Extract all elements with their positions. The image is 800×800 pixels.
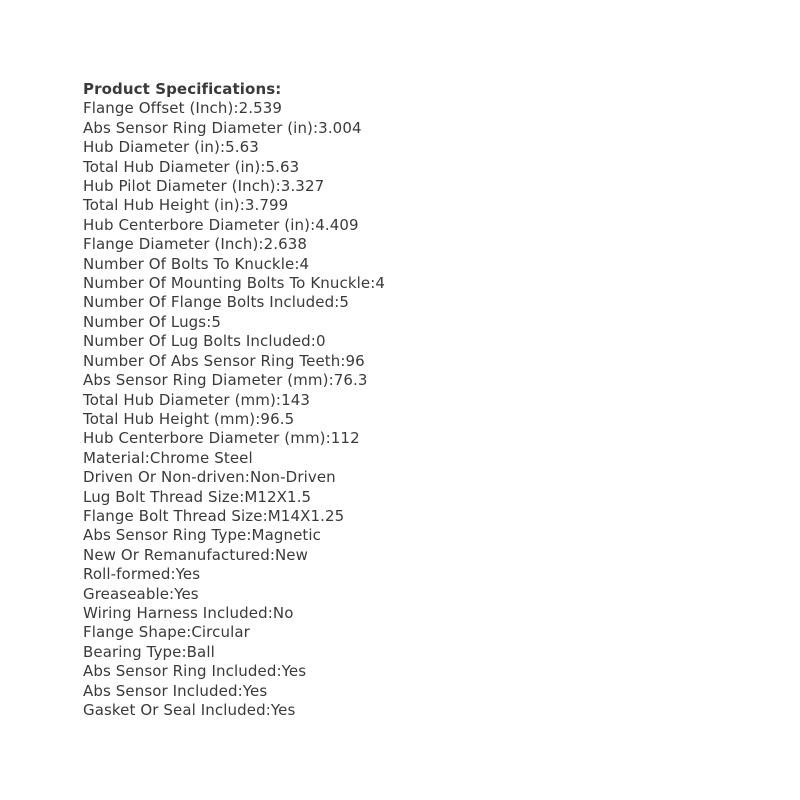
spec-value: 4: [299, 254, 310, 273]
spec-label: Gasket Or Seal Included: [83, 701, 266, 719]
spec-row: [83, 682, 733, 701]
spec-row: [83, 546, 733, 565]
spec-separator: :: [170, 565, 176, 584]
spec-label: Total Hub Diameter (mm): [83, 390, 276, 409]
spec-label: Number Of Lug Bolts Included: [83, 332, 311, 351]
spec-value: M14X1.25: [267, 506, 345, 525]
spec-row: [83, 216, 733, 235]
spec-label: Greaseable: [83, 584, 170, 603]
spec-value: 5.63: [265, 157, 300, 176]
spec-value: M12X1.5: [244, 487, 312, 506]
spec-separator: :: [169, 584, 175, 603]
spec-value: 2.638: [263, 235, 308, 254]
spec-row: [83, 352, 733, 371]
spec-value: No: [272, 603, 294, 622]
spec-separator: :: [255, 409, 261, 428]
spec-label: Hub Centerbore Diameter (mm): [83, 429, 326, 448]
spec-value: 4.409: [315, 215, 359, 234]
spec-separator: :: [276, 662, 282, 681]
spec-value: Magnetic: [251, 526, 322, 545]
spec-row: [83, 410, 733, 429]
spec-label: Abs Sensor Ring Diameter (mm): [83, 371, 329, 390]
spec-separator: :: [186, 623, 192, 642]
spec-row: [83, 235, 733, 254]
spec-separator: :: [237, 681, 243, 700]
spec-separator: :: [206, 312, 212, 331]
spec-row: [83, 138, 733, 157]
spec-value: Ball: [186, 642, 215, 661]
spec-row: [83, 701, 733, 720]
spec-row: [83, 507, 733, 526]
spec-separator: :: [239, 487, 245, 506]
spec-separator: :: [325, 429, 331, 448]
spec-label: Abs Sensor Ring Type: [83, 526, 247, 545]
spec-list: [83, 99, 733, 720]
spec-label: Number Of Bolts To Knuckle: [83, 254, 295, 273]
spec-label: Abs Sensor Ring Diameter (in): [83, 118, 314, 137]
spec-label: Hub Diameter (in): [83, 138, 220, 157]
spec-value: 2.539: [238, 99, 283, 118]
product-specifications-section: [83, 80, 733, 720]
spec-value: 0: [315, 332, 326, 351]
spec-separator: :: [313, 118, 319, 137]
spec-label: Flange Diameter (Inch): [83, 235, 259, 254]
spec-separator: :: [340, 351, 346, 370]
spec-value: 5: [339, 293, 350, 312]
spec-row: [83, 565, 733, 584]
spec-value: Yes: [281, 662, 307, 681]
spec-label: Hub Centerbore Diameter (in): [83, 215, 311, 234]
spec-row: [83, 99, 733, 118]
spec-label: Number Of Abs Sensor Ring Teeth: [83, 351, 341, 370]
spec-row: [83, 313, 733, 332]
spec-label: Abs Sensor Included: [83, 681, 238, 700]
spec-separator: :: [334, 293, 340, 312]
spec-separator: :: [219, 138, 226, 157]
spec-value: Yes: [242, 681, 268, 700]
spec-row: [83, 429, 733, 448]
spec-value: Yes: [270, 701, 296, 719]
spec-value: 96: [345, 351, 365, 370]
spec-label: Number Of Mounting Bolts To Knuckle: [83, 274, 371, 293]
spec-separator: :: [275, 390, 282, 409]
spec-separator: :: [262, 506, 268, 525]
spec-value: 3.327: [280, 177, 325, 196]
spec-row: [83, 177, 733, 196]
spec-separator: :: [310, 332, 316, 351]
spec-value: 4: [375, 274, 386, 293]
spec-row: [83, 274, 733, 293]
spec-row: [83, 196, 733, 215]
spec-value: Chrome Steel: [149, 448, 253, 467]
spec-label: Total Hub Diameter (in): [83, 157, 261, 176]
section-title: Product Specifications:: [83, 80, 282, 98]
spec-label: Roll-formed: [83, 565, 171, 584]
spec-label: Total Hub Height (mm): [83, 409, 256, 428]
spec-separator: :: [144, 448, 150, 467]
spec-row: [83, 585, 733, 604]
spec-row: [83, 468, 733, 487]
spec-row: [83, 526, 733, 545]
spec-label: Material: [83, 448, 145, 467]
spec-label: New Or Remanufactured: [83, 545, 270, 564]
spec-value: 143: [281, 390, 310, 409]
spec-separator: :: [275, 177, 281, 196]
spec-label: Abs Sensor Ring Included: [83, 662, 277, 681]
spec-value: 112: [330, 429, 360, 448]
spec-label: Flange Shape: [83, 623, 187, 642]
spec-row: [83, 119, 733, 138]
spec-row: [83, 449, 733, 468]
spec-label: Number Of Flange Bolts Included: [83, 293, 335, 312]
spec-separator: :: [267, 603, 273, 622]
spec-row: [83, 488, 733, 507]
spec-label: Wiring Harness Included: [83, 603, 268, 622]
spec-separator: :: [310, 215, 316, 234]
spec-label: Total Hub Height (in): [83, 196, 240, 215]
spec-label: Lug Bolt Thread Size: [83, 487, 240, 506]
spec-value: 5.63: [225, 138, 259, 157]
spec-separator: :: [294, 254, 300, 273]
spec-row: [83, 371, 733, 390]
spec-separator: :: [269, 545, 275, 564]
spec-row: [83, 255, 733, 274]
spec-separator: :: [181, 642, 187, 661]
spec-value: 3.799: [244, 196, 289, 215]
spec-separator: :: [233, 99, 239, 118]
spec-value: 96.5: [260, 409, 295, 428]
spec-value: Yes: [174, 584, 199, 603]
spec-separator: :: [239, 196, 245, 215]
spec-label: Number Of Lugs: [83, 312, 207, 331]
spec-row: [83, 391, 733, 410]
spec-row: [83, 623, 733, 642]
spec-separator: :: [328, 371, 334, 390]
spec-label: Driven Or Non-driven: [83, 468, 245, 487]
spec-value: Circular: [191, 623, 250, 642]
spec-value: 3.004: [318, 118, 362, 137]
spec-row: [83, 643, 733, 662]
spec-value: Yes: [175, 565, 201, 584]
spec-separator: :: [246, 526, 252, 545]
spec-separator: :: [258, 235, 264, 254]
spec-separator: :: [265, 701, 271, 719]
spec-row: [83, 662, 733, 681]
spec-label: Flange Offset (Inch): [83, 99, 234, 118]
spec-separator: :: [244, 468, 250, 487]
spec-label: Hub Pilot Diameter (Inch): [83, 177, 276, 196]
spec-label: Bearing Type: [83, 642, 182, 661]
spec-row: [83, 293, 733, 312]
spec-value: Non-Driven: [249, 468, 336, 487]
spec-value: 5: [211, 312, 222, 331]
spec-row: [83, 332, 733, 351]
spec-row: [83, 158, 733, 177]
spec-value: 76.3: [333, 371, 368, 390]
spec-row: [83, 604, 733, 623]
spec-value: New: [274, 545, 309, 564]
spec-separator: :: [370, 274, 376, 293]
spec-label: Flange Bolt Thread Size: [83, 506, 263, 525]
spec-separator: :: [260, 157, 266, 176]
